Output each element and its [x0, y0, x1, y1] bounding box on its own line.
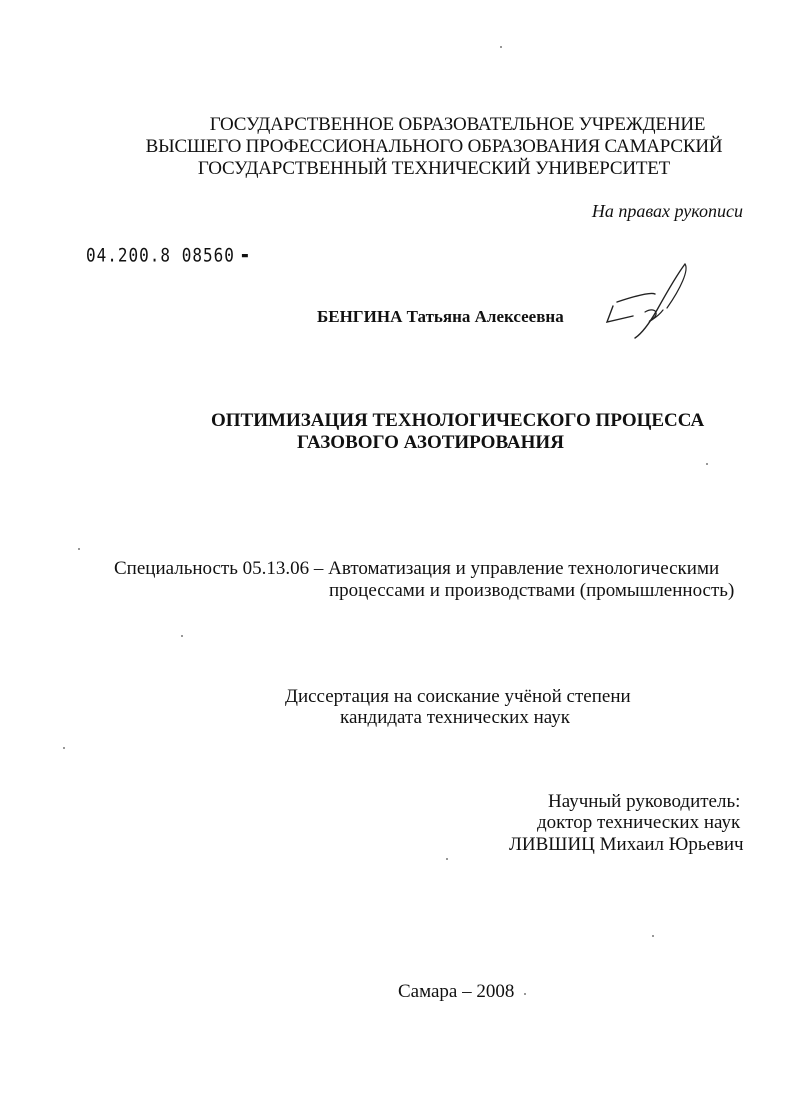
supervisor-label: Научный руководитель:: [548, 791, 741, 812]
supervisor-name: ЛИВШИЦ Михаил Юрьевич: [509, 834, 744, 855]
scan-speck: [652, 935, 654, 937]
institution-line-1: ГОСУДАРСТВЕННОЕ ОБРАЗОВАТЕЛЬНОЕ УЧРЕЖДЕНИЕ: [209, 114, 706, 135]
specialty-line-2: процессами и производствами (промышленность): [329, 580, 735, 601]
scan-speck: [706, 463, 708, 465]
registration-code-text: 04.200.8 08560: [86, 244, 235, 267]
supervisor-degree: доктор технических наук: [537, 812, 741, 833]
scan-speck: [446, 858, 448, 860]
scan-speck: [63, 747, 65, 749]
scan-speck: [78, 548, 80, 550]
author-name: БЕНГИНА Татьяна Алексеевна: [317, 307, 564, 326]
signature-image: [605, 262, 695, 342]
institution-line-2: ВЫСШЕГО ПРОФЕССИОНАЛЬНОГО ОБРАЗОВАНИЯ САМАРСКИЙ: [145, 136, 723, 157]
specialty-line-1: Специальность 05.13.06 – Автоматизация и управление технологическими: [114, 558, 720, 579]
manuscript-note: На правах рукописи: [591, 201, 743, 221]
scan-speck: [500, 46, 502, 48]
degree-line-1: Диссертация на соискание учёной степени: [285, 686, 631, 707]
registration-code: 04.200.8 08560 ▬: [86, 244, 249, 267]
title-line-2: ГАЗОВОГО АЗОТИРОВАНИЯ: [297, 432, 564, 453]
place-year: Самара – 2008: [398, 981, 515, 1002]
scan-speck: [181, 635, 183, 637]
degree-line-2: кандидата технических наук: [340, 707, 570, 728]
title-line-1: ОПТИМИЗАЦИЯ ТЕХНОЛОГИЧЕСКОГО ПРОЦЕССА: [211, 410, 705, 431]
institution-line-3: ГОСУДАРСТВЕННЫЙ ТЕХНИЧЕСКИЙ УНИВЕРСИТЕТ: [197, 158, 671, 179]
scan-speck: [524, 993, 526, 995]
